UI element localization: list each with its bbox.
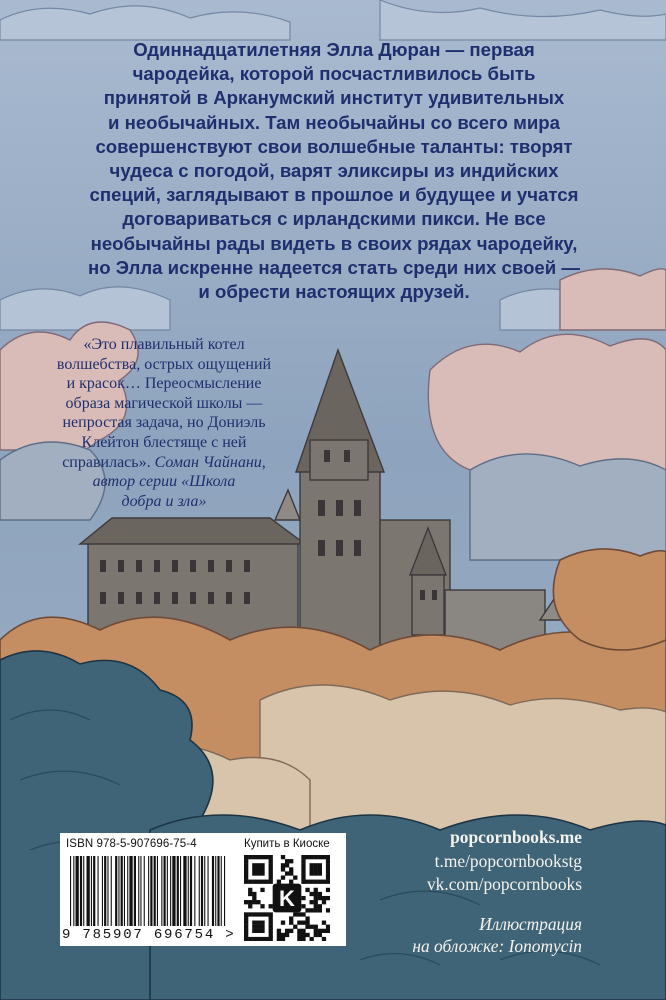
description-line: чудеса с погодой, варят эликсиры из индийских — [109, 160, 559, 182]
link-telegram[interactable]: t.me/popcornbookstg — [434, 850, 582, 871]
credit-value: на обложке: Ionomycin — [412, 936, 582, 956]
quote-last-fragment: справилась». — [62, 453, 151, 471]
quote-author-line — [30, 472, 298, 492]
barcode-digits-end: > — [225, 927, 236, 943]
quote-line: образа магической школы — — [65, 394, 263, 412]
description-line: договариваться с ирландскими пикси. Не все — [122, 208, 546, 230]
barcode-digits — [62, 927, 238, 943]
isbn-label: ISBN 978-5-907696-75-4 — [66, 838, 197, 850]
credit-label: Иллюстрация — [479, 914, 582, 934]
description-line: специй, заглядывают в прошлое и будущее и учатся — [89, 184, 579, 206]
qr-code[interactable] — [244, 855, 330, 941]
quote-line: Клейтон блестяще с ней — [81, 433, 247, 451]
illustration-credit — [372, 913, 582, 957]
description-line: необычайны рады видеть в своих рядах чародейку, — [90, 232, 578, 254]
quote-line: «Это плавильный котел — [83, 336, 245, 353]
quote-author-credit: автор серии «Школа — [92, 473, 236, 491]
book-description — [60, 38, 608, 304]
barcode-panel — [60, 833, 346, 946]
quote-author: Соман Чайнани, — [154, 453, 266, 471]
svg-text:K: K — [279, 886, 295, 912]
description-line: чародейка, которой посчастливилось быть — [132, 63, 536, 85]
link-website[interactable]: popcornbooks.me — [450, 827, 582, 847]
quote-author-line — [30, 492, 298, 512]
description-line: но Элла искренне надеется стать среди них своей — — [88, 256, 580, 278]
description-line: Одиннадцатилетняя Элла Дюран — первая — [133, 39, 535, 60]
quote-author-credit: добра и зла» — [121, 492, 207, 510]
review-quote — [30, 335, 298, 511]
description-line: принятой в Арканумский институт удивительных — [103, 87, 565, 109]
description-line: совершенствуют свои волшебные таланты: творят — [95, 135, 573, 157]
buy-in-kiosk-label: Купить в Киоске — [244, 838, 330, 850]
quote-line: и красок… Переосмысление — [66, 375, 262, 393]
ean-barcode — [68, 856, 228, 926]
quote-line: непростая задача, но Дониэль — [62, 414, 266, 432]
publisher-links — [372, 826, 582, 897]
quote-line — [30, 453, 298, 473]
barcode-digit-first: 9 — [62, 927, 73, 943]
quote-line: волшебства, острых ощущений — [56, 355, 272, 373]
barcode-digits-right: 696754 — [153, 927, 216, 943]
link-vk[interactable]: vk.com/popcornbooks — [426, 874, 582, 894]
description-line: и необычайных. Там необычайны со всего мира — [108, 111, 560, 133]
barcode-digits-left: 785907 — [82, 927, 144, 943]
description-line: и обрести настоящих друзей. — [198, 281, 470, 303]
